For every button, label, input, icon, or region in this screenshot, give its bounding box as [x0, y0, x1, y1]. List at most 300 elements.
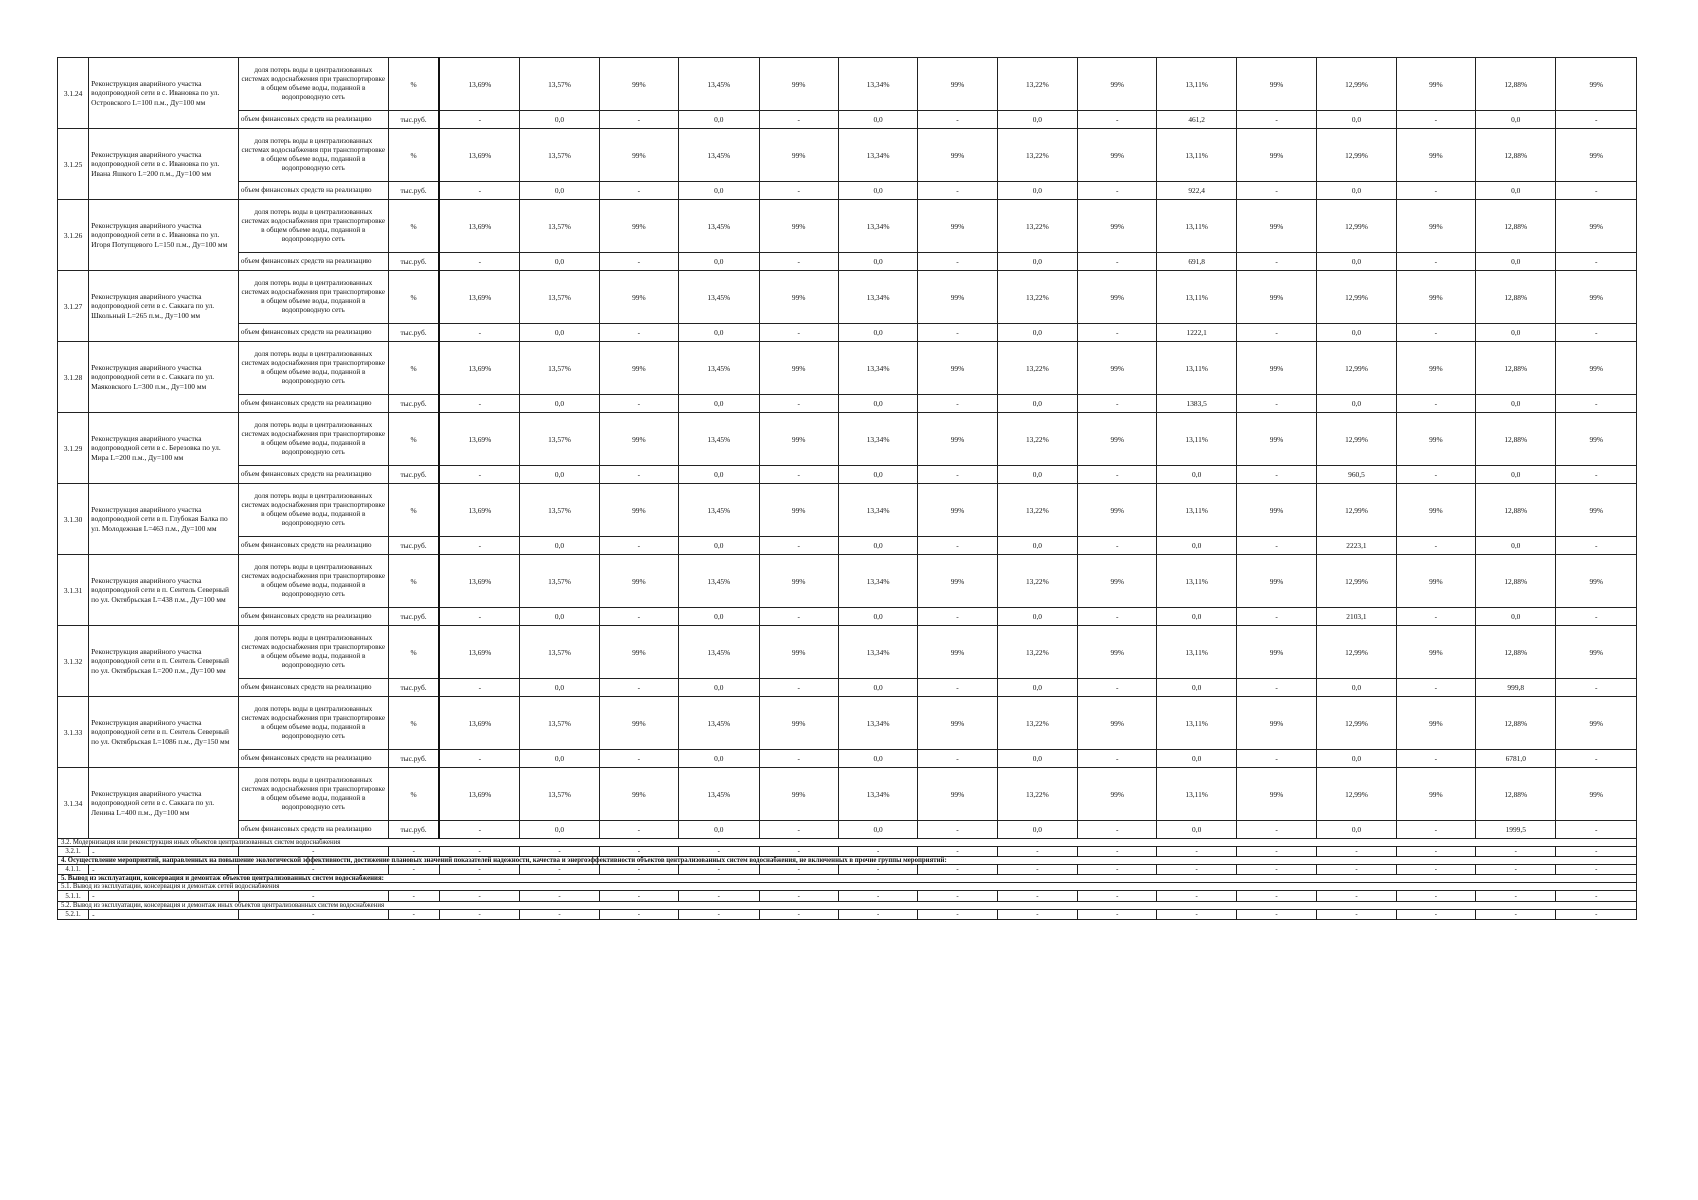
value-cell: 0,0	[520, 750, 599, 768]
value-cell: -	[918, 847, 997, 857]
value-cell: -	[520, 865, 599, 875]
investment-program-table	[57, 57, 1637, 920]
value-cell: 13,11%	[1157, 697, 1236, 750]
row-number: 3.1.30	[58, 484, 89, 555]
measure-name: Реконструкция аварийного участка водопроводной сети в п. Сентель Северный по ул. Октябрьская L=438 п.м., Ду=100 мм	[89, 555, 239, 626]
value-cell: 13,69%	[439, 697, 519, 750]
value-cell: 13,11%	[1157, 768, 1236, 821]
value-cell: 13,57%	[520, 626, 599, 679]
value-cell: -	[439, 253, 519, 271]
row-number: 3.1.31	[58, 555, 89, 626]
unit-cell: -	[388, 865, 439, 875]
value-cell: 99%	[1396, 413, 1475, 466]
section-title: 5. Вывод из эксплуатации, консервация и демонтаж объектов централизованных систем водоснабжения:	[58, 875, 1637, 883]
measure-name: Реконструкция аварийного участка водопроводной сети в с. Ивановка по ул. Игоря Потупцевого L=150 п.м., Ду=100 мм	[89, 200, 239, 271]
value-cell: -	[1157, 909, 1236, 919]
value-cell: 0,0	[838, 395, 917, 413]
value-cell: 13,34%	[838, 768, 917, 821]
value-cell: 13,11%	[1157, 484, 1236, 537]
value-cell: 99%	[1236, 626, 1316, 679]
indicator-name: доля потерь воды в централизованных системах водоснабжения при транспортировке в общем объеме воды, поданной в водопроводную сеть	[238, 129, 388, 182]
row-number: 3.1.29	[58, 413, 89, 484]
value-cell: 0,0	[997, 111, 1077, 129]
value-cell: 99%	[1556, 58, 1637, 111]
value-cell: -	[1396, 182, 1475, 200]
value-cell: 0,0	[838, 537, 917, 555]
table-row	[58, 768, 1637, 821]
value-cell: -	[1396, 821, 1475, 839]
section-row	[58, 839, 1637, 847]
value-cell: -	[1236, 865, 1316, 875]
value-cell: -	[1396, 608, 1475, 626]
value-cell: -	[1396, 253, 1475, 271]
indicator-name: -	[238, 847, 388, 857]
value-cell: 99%	[918, 200, 997, 253]
value-cell: 99%	[1556, 484, 1637, 537]
value-cell: -	[599, 111, 678, 129]
section-title: 3.2. Модернизация или реконструкция иных объектов централизованных систем водоснабжения	[58, 839, 1637, 847]
value-cell: 13,57%	[520, 697, 599, 750]
value-cell: -	[1236, 466, 1316, 484]
unit-cell: %	[388, 484, 439, 537]
value-cell: -	[599, 182, 678, 200]
value-cell: -	[918, 324, 997, 342]
value-cell: 99%	[1396, 200, 1475, 253]
indicator-name: доля потерь воды в централизованных системах водоснабжения при транспортировке в общем объеме воды, поданной в водопроводную сеть	[238, 200, 388, 253]
value-cell: 99%	[759, 342, 838, 395]
value-cell: -	[679, 865, 759, 875]
finance-label: объем финансовых средств на реализацию	[238, 182, 388, 200]
value-cell: 13,69%	[439, 768, 519, 821]
value-cell: -	[1396, 395, 1475, 413]
value-cell: -	[439, 395, 519, 413]
value-cell: 0,0	[1317, 679, 1396, 697]
indicator-name: доля потерь воды в централизованных системах водоснабжения при транспортировке в общем объеме воды, поданной в водопроводную сеть	[238, 413, 388, 466]
value-cell: 0,0	[997, 608, 1077, 626]
value-cell: 99%	[918, 58, 997, 111]
value-cell: 99%	[1236, 342, 1316, 395]
value-cell: 0,0	[679, 253, 759, 271]
value-cell: -	[759, 395, 838, 413]
value-cell: -	[599, 891, 678, 901]
value-cell: 0,0	[838, 324, 917, 342]
value-cell: 99%	[1078, 697, 1157, 750]
value-cell: 0,0	[679, 182, 759, 200]
value-cell: 0,0	[1317, 253, 1396, 271]
value-cell: 99%	[599, 484, 678, 537]
unit-cell: -	[388, 847, 439, 857]
value-cell: -	[918, 821, 997, 839]
value-cell: 99%	[599, 129, 678, 182]
value-cell: 99%	[759, 626, 838, 679]
value-cell: 13,34%	[838, 626, 917, 679]
finance-label: объем финансовых средств на реализацию	[238, 395, 388, 413]
value-cell: -	[1236, 182, 1316, 200]
value-cell: 99%	[918, 768, 997, 821]
value-cell: 13,22%	[997, 697, 1077, 750]
value-cell: 0,0	[1157, 821, 1236, 839]
value-cell: 0,0	[679, 750, 759, 768]
value-cell: 13,34%	[838, 555, 917, 608]
value-cell: 99%	[599, 413, 678, 466]
value-cell: -	[1556, 324, 1637, 342]
value-cell: -	[759, 865, 838, 875]
table-row	[58, 821, 1637, 839]
value-cell: 13,57%	[520, 768, 599, 821]
value-cell: 13,69%	[439, 484, 519, 537]
value-cell: -	[1236, 537, 1316, 555]
value-cell: -	[599, 253, 678, 271]
measure-name: Реконструкция аварийного участка водопроводной сети в с. Ивановка по ул. Ивана Яшкого L=200 п.м., Ду=100 мм	[89, 129, 239, 200]
value-cell: 99%	[1236, 271, 1316, 324]
value-cell: -	[1078, 679, 1157, 697]
value-cell: -	[918, 182, 997, 200]
value-cell: -	[520, 891, 599, 901]
value-cell: -	[1556, 891, 1637, 901]
value-cell: -	[759, 608, 838, 626]
value-cell: 13,57%	[520, 271, 599, 324]
value-cell: 13,34%	[838, 342, 917, 395]
table-row	[58, 626, 1637, 679]
value-cell: 12,99%	[1317, 200, 1396, 253]
value-cell: 99%	[1078, 200, 1157, 253]
value-cell: 0,0	[520, 466, 599, 484]
value-cell: -	[1078, 182, 1157, 200]
value-cell: -	[997, 865, 1077, 875]
value-cell: 12,99%	[1317, 555, 1396, 608]
value-cell: 13,34%	[838, 271, 917, 324]
value-cell: -	[1078, 750, 1157, 768]
value-cell: 99%	[599, 200, 678, 253]
value-cell: 13,69%	[439, 271, 519, 324]
value-cell: 0,0	[1157, 466, 1236, 484]
value-cell: 13,69%	[439, 200, 519, 253]
value-cell: 0,0	[997, 466, 1077, 484]
value-cell: 0,0	[1317, 182, 1396, 200]
value-cell: 12,99%	[1317, 58, 1396, 111]
table-row	[58, 750, 1637, 768]
value-cell: 99%	[1396, 697, 1475, 750]
value-cell: -	[439, 891, 519, 901]
value-cell: -	[1078, 253, 1157, 271]
value-cell: 99%	[1556, 768, 1637, 821]
table-row	[58, 697, 1637, 750]
measure-name: Реконструкция аварийного участка водопроводной сети в с. Саккага по ул. Школьный L=265 п.м., Ду=100 мм	[89, 271, 239, 342]
table-row	[58, 679, 1637, 697]
value-cell: -	[759, 182, 838, 200]
table-row	[58, 395, 1637, 413]
value-cell: -	[1236, 847, 1316, 857]
value-cell: 13,69%	[439, 413, 519, 466]
value-cell: 13,45%	[679, 626, 759, 679]
value-cell: 13,57%	[520, 555, 599, 608]
value-cell: 13,45%	[679, 697, 759, 750]
unit-cell: %	[388, 768, 439, 821]
value-cell: -	[1078, 821, 1157, 839]
measure-name: -	[89, 909, 239, 919]
value-cell: -	[759, 253, 838, 271]
value-cell: 99%	[1236, 484, 1316, 537]
value-cell: -	[599, 679, 678, 697]
table-row	[58, 342, 1637, 395]
finance-label: объем финансовых средств на реализацию	[238, 608, 388, 626]
value-cell: 99%	[759, 697, 838, 750]
measure-name: Реконструкция аварийного участка водопроводной сети в с. Саккага по ул. Ленина L=400 п.м., Ду=100 мм	[89, 768, 239, 839]
unit-cell: %	[388, 58, 439, 111]
value-cell: 0,0	[838, 821, 917, 839]
measure-name: -	[89, 865, 239, 875]
value-cell: -	[1236, 395, 1316, 413]
value-cell: 2223,1	[1317, 537, 1396, 555]
value-cell: 99%	[759, 271, 838, 324]
table-row	[58, 129, 1637, 182]
indicator-name: доля потерь воды в централизованных системах водоснабжения при транспортировке в общем объеме воды, поданной в водопроводную сеть	[238, 271, 388, 324]
value-cell: 0,0	[838, 111, 917, 129]
value-cell: 0,0	[838, 466, 917, 484]
value-cell: 13,34%	[838, 697, 917, 750]
value-cell: 12,99%	[1317, 768, 1396, 821]
value-cell: -	[439, 847, 519, 857]
value-cell: 13,11%	[1157, 626, 1236, 679]
table-row	[58, 555, 1637, 608]
value-cell: 99%	[1236, 200, 1316, 253]
value-cell: 13,45%	[679, 129, 759, 182]
table-row	[58, 847, 1637, 857]
document-sheet	[57, 57, 1637, 920]
value-cell: 99%	[599, 697, 678, 750]
value-cell: -	[838, 909, 917, 919]
table-row	[58, 537, 1637, 555]
value-cell: 12,88%	[1476, 626, 1556, 679]
value-cell: 99%	[1396, 342, 1475, 395]
indicator-name: -	[238, 891, 388, 901]
value-cell: 13,34%	[838, 58, 917, 111]
value-cell: 0,0	[679, 111, 759, 129]
value-cell: -	[1236, 750, 1316, 768]
value-cell: -	[1556, 111, 1637, 129]
value-cell: 0,0	[1317, 750, 1396, 768]
value-cell: -	[759, 324, 838, 342]
value-cell: 0,0	[520, 253, 599, 271]
value-cell: -	[1078, 865, 1157, 875]
value-cell: 99%	[918, 413, 997, 466]
table-row	[58, 891, 1637, 901]
value-cell: -	[1236, 909, 1316, 919]
indicator-name: доля потерь воды в централизованных системах водоснабжения при транспортировке в общем объеме воды, поданной в водопроводную сеть	[238, 697, 388, 750]
value-cell: 99%	[1556, 200, 1637, 253]
measure-name: Реконструкция аварийного участка водопроводной сети в с. Березовка по ул. Мира L=200 п.м., Ду=100 мм	[89, 413, 239, 484]
value-cell: 99%	[599, 342, 678, 395]
unit-cell: тыс.руб.	[388, 253, 439, 271]
value-cell: 0,0	[679, 466, 759, 484]
indicator-name: доля потерь воды в централизованных системах водоснабжения при транспортировке в общем объеме воды, поданной в водопроводную сеть	[238, 555, 388, 608]
indicator-name: доля потерь воды в централизованных системах водоснабжения при транспортировке в общем объеме воды, поданной в водопроводную сеть	[238, 58, 388, 111]
value-cell: -	[1078, 395, 1157, 413]
value-cell: -	[599, 466, 678, 484]
value-cell: 13,45%	[679, 768, 759, 821]
value-cell: -	[1157, 847, 1236, 857]
table-row	[58, 324, 1637, 342]
value-cell: 0,0	[1476, 608, 1556, 626]
value-cell: 0,0	[838, 679, 917, 697]
table-row	[58, 865, 1637, 875]
value-cell: 99%	[1396, 626, 1475, 679]
value-cell: -	[439, 909, 519, 919]
value-cell: 99%	[1396, 129, 1475, 182]
value-cell: -	[759, 111, 838, 129]
value-cell: 99%	[759, 768, 838, 821]
value-cell: 0,0	[1476, 324, 1556, 342]
value-cell: 99%	[759, 413, 838, 466]
indicator-name: -	[238, 909, 388, 919]
value-cell: -	[599, 847, 678, 857]
value-cell: 99%	[599, 768, 678, 821]
value-cell: 99%	[1236, 555, 1316, 608]
value-cell: -	[439, 821, 519, 839]
table-row	[58, 271, 1637, 324]
row-number: 3.1.32	[58, 626, 89, 697]
value-cell: 0,0	[997, 182, 1077, 200]
value-cell: 6781,0	[1476, 750, 1556, 768]
value-cell: -	[1556, 466, 1637, 484]
value-cell: -	[838, 865, 917, 875]
value-cell: 99%	[1396, 271, 1475, 324]
value-cell: -	[1476, 847, 1556, 857]
indicator-name: доля потерь воды в централизованных системах водоснабжения при транспортировке в общем объеме воды, поданной в водопроводную сеть	[238, 626, 388, 679]
value-cell: 13,34%	[838, 484, 917, 537]
value-cell: 12,99%	[1317, 697, 1396, 750]
value-cell: -	[1078, 608, 1157, 626]
value-cell: 99%	[918, 697, 997, 750]
value-cell: 0,0	[1157, 608, 1236, 626]
unit-cell: %	[388, 555, 439, 608]
value-cell: -	[520, 847, 599, 857]
value-cell: 0,0	[679, 324, 759, 342]
row-number: 3.1.34	[58, 768, 89, 839]
row-number: 3.1.26	[58, 200, 89, 271]
unit-cell: -	[388, 909, 439, 919]
value-cell: 0,0	[679, 395, 759, 413]
unit-cell: %	[388, 413, 439, 466]
indicator-name: -	[238, 865, 388, 875]
value-cell: 12,99%	[1317, 342, 1396, 395]
value-cell: -	[1396, 679, 1475, 697]
value-cell: -	[1476, 909, 1556, 919]
value-cell: 99%	[1236, 129, 1316, 182]
finance-label: объем финансовых средств на реализацию	[238, 821, 388, 839]
value-cell: -	[1556, 182, 1637, 200]
value-cell: 13,22%	[997, 484, 1077, 537]
value-cell: 0,0	[1157, 537, 1236, 555]
value-cell: 13,22%	[997, 271, 1077, 324]
value-cell: 12,88%	[1476, 413, 1556, 466]
value-cell: 13,45%	[679, 271, 759, 324]
value-cell: 0,0	[520, 395, 599, 413]
value-cell: 99%	[1078, 129, 1157, 182]
value-cell: 12,88%	[1476, 58, 1556, 111]
value-cell: 99%	[1078, 555, 1157, 608]
value-cell: -	[1556, 679, 1637, 697]
value-cell: 13,11%	[1157, 413, 1236, 466]
indicator-name: доля потерь воды в централизованных системах водоснабжения при транспортировке в общем объеме воды, поданной в водопроводную сеть	[238, 342, 388, 395]
finance-label: объем финансовых средств на реализацию	[238, 253, 388, 271]
value-cell: 13,11%	[1157, 271, 1236, 324]
unit-cell: -	[388, 891, 439, 901]
section-row	[58, 901, 1637, 909]
value-cell: 99%	[759, 555, 838, 608]
value-cell: -	[759, 909, 838, 919]
value-cell: -	[1396, 466, 1475, 484]
value-cell: 461,2	[1157, 111, 1236, 129]
value-cell: 13,22%	[997, 413, 1077, 466]
row-number: 4.1.1.	[58, 865, 89, 875]
row-number: 3.1.33	[58, 697, 89, 768]
finance-label: объем финансовых средств на реализацию	[238, 750, 388, 768]
value-cell: 99%	[1078, 768, 1157, 821]
table-row	[58, 200, 1637, 253]
value-cell: -	[1556, 909, 1637, 919]
value-cell: 0,0	[997, 395, 1077, 413]
value-cell: 99%	[918, 555, 997, 608]
unit-cell: тыс.руб.	[388, 821, 439, 839]
unit-cell: %	[388, 342, 439, 395]
measure-name: Реконструкция аварийного участка водопроводной сети в п. Глубокая Балка по ул. Молодежная L=463 п.м., Ду=100 мм	[89, 484, 239, 555]
value-cell: -	[1556, 750, 1637, 768]
value-cell: -	[1396, 891, 1475, 901]
value-cell: -	[599, 909, 678, 919]
value-cell: -	[1396, 750, 1475, 768]
value-cell: 0,0	[1317, 111, 1396, 129]
value-cell: 1999,5	[1476, 821, 1556, 839]
value-cell: -	[439, 466, 519, 484]
value-cell: 0,0	[520, 324, 599, 342]
value-cell: 0,0	[997, 679, 1077, 697]
value-cell: 2103,1	[1317, 608, 1396, 626]
value-cell: -	[1556, 253, 1637, 271]
table-row	[58, 608, 1637, 626]
value-cell: -	[1317, 865, 1396, 875]
value-cell: -	[1236, 111, 1316, 129]
value-cell: -	[1556, 537, 1637, 555]
value-cell: -	[599, 608, 678, 626]
unit-cell: тыс.руб.	[388, 679, 439, 697]
value-cell: -	[1476, 865, 1556, 875]
value-cell: -	[1556, 821, 1637, 839]
value-cell: 99%	[599, 626, 678, 679]
value-cell: -	[759, 847, 838, 857]
value-cell: -	[599, 821, 678, 839]
value-cell: 13,22%	[997, 129, 1077, 182]
finance-label: объем финансовых средств на реализацию	[238, 537, 388, 555]
unit-cell: %	[388, 200, 439, 253]
value-cell: 99%	[599, 58, 678, 111]
value-cell: -	[599, 865, 678, 875]
section-row	[58, 857, 1637, 865]
unit-cell: тыс.руб.	[388, 324, 439, 342]
value-cell: 99%	[918, 129, 997, 182]
value-cell: 99%	[1556, 342, 1637, 395]
value-cell: 13,45%	[679, 342, 759, 395]
value-cell: -	[759, 466, 838, 484]
value-cell: 12,99%	[1317, 271, 1396, 324]
section-title: 5.1. Вывод из эксплуатации, консервация и демонтаж сетей водоснабжения	[58, 883, 1637, 891]
value-cell: 99%	[759, 58, 838, 111]
row-number: 3.1.27	[58, 271, 89, 342]
value-cell: 13,45%	[679, 484, 759, 537]
value-cell: 12,88%	[1476, 200, 1556, 253]
unit-cell: тыс.руб.	[388, 182, 439, 200]
value-cell: 12,88%	[1476, 342, 1556, 395]
